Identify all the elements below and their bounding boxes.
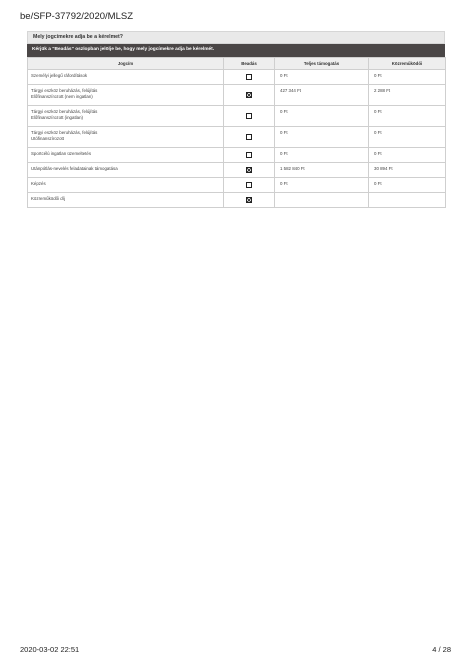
table-row [28, 106, 446, 127]
total-support-cell: 0 Ft [275, 127, 369, 148]
claim-name-line: Előfinanszírozott (ingatlan) [31, 115, 83, 120]
claim-name-cell [28, 106, 224, 127]
table-row [28, 127, 446, 148]
intermediary-cell: 0 Ft [369, 178, 446, 193]
empty-checkbox-icon[interactable] [246, 152, 252, 158]
claim-name-line: Előfinanszírozott (nem ingatlan) [31, 94, 93, 99]
claim-name-cell [28, 127, 224, 148]
submission-cell [224, 178, 275, 193]
intermediary-cell [369, 193, 446, 208]
table-row [28, 163, 446, 178]
claim-name-cell [28, 148, 224, 163]
total-support-cell: 427 344 Ft [275, 85, 369, 106]
claim-name-cell [28, 163, 224, 178]
footer-timestamp: 2020-03-02 22:51 [20, 645, 80, 654]
total-support-cell: 0 Ft [275, 106, 369, 127]
claims-table-body [28, 70, 446, 208]
checked-checkbox-icon[interactable] [246, 92, 252, 98]
section-instruction: Kérjük a "Beadás" oszlopban jelölje be, hogy mely jogcímekre adja be kérelmét. [27, 44, 445, 57]
claim-name-line: Személyi jellegű ráfordítások [31, 73, 88, 78]
table-row [28, 70, 446, 85]
empty-checkbox-icon[interactable] [246, 74, 252, 80]
table-row [28, 148, 446, 163]
submission-cell [224, 193, 275, 208]
intermediary-cell: 0 Ft [369, 148, 446, 163]
table-header-row [28, 58, 446, 70]
submission-cell [224, 85, 275, 106]
total-support-cell: 0 Ft [275, 148, 369, 163]
intermediary-cell: 0 Ft [369, 70, 446, 85]
document-id: be/SFP-37792/2020/MLSZ [20, 11, 134, 22]
column-header-total-support: Teljes támogatás [275, 58, 369, 70]
total-support-cell: 1 582 840 Ft [275, 163, 369, 178]
claim-name-cell [28, 178, 224, 193]
empty-checkbox-icon[interactable] [246, 134, 252, 140]
submission-cell [224, 148, 275, 163]
section-title: Mely jogcímekre adja be a kérelmet? [27, 31, 445, 44]
table-row [28, 178, 446, 193]
claim-name-line: Közreműködői díj [31, 196, 65, 201]
claims-table [27, 57, 446, 208]
claim-name-line: Tárgyi eszköz beruházás, felújítás [31, 109, 98, 114]
total-support-cell: 0 Ft [275, 70, 369, 85]
column-header-submission: Beadás [224, 58, 275, 70]
intermediary-cell: 30 894 Ft [369, 163, 446, 178]
table-row [28, 193, 446, 208]
column-header-claim: Jogcím [28, 58, 224, 70]
column-header-intermediary: Közreműködői [369, 58, 446, 70]
submission-cell [224, 70, 275, 85]
claim-name-line: Képzés [31, 181, 46, 186]
claims-section [27, 31, 445, 208]
claim-name-line: Utófinanszírozott [31, 136, 64, 141]
claim-name-cell [28, 70, 224, 85]
claim-name-cell [28, 85, 224, 106]
table-row [28, 85, 446, 106]
total-support-cell [275, 193, 369, 208]
empty-checkbox-icon[interactable] [246, 113, 252, 119]
submission-cell [224, 127, 275, 148]
submission-cell [224, 106, 275, 127]
intermediary-cell: 2 288 Ft [369, 85, 446, 106]
claim-name-line: Tárgyi eszköz beruházás, felújítás [31, 88, 98, 93]
page-number: 4 / 28 [432, 645, 451, 654]
checked-checkbox-icon[interactable] [246, 197, 252, 203]
intermediary-cell: 0 Ft [369, 127, 446, 148]
intermediary-cell: 0 Ft [369, 106, 446, 127]
empty-checkbox-icon[interactable] [246, 182, 252, 188]
claim-name-cell [28, 193, 224, 208]
claim-name-line: Tárgyi eszköz beruházás, felújítás [31, 130, 98, 135]
claim-name-line: Sportcélú ingatlan üzemeltetés [31, 151, 92, 156]
checked-checkbox-icon[interactable] [246, 167, 252, 173]
claim-name-line: Utánpótlás-nevelés feladatainak támogatása [31, 166, 118, 171]
submission-cell [224, 163, 275, 178]
total-support-cell: 0 Ft [275, 178, 369, 193]
